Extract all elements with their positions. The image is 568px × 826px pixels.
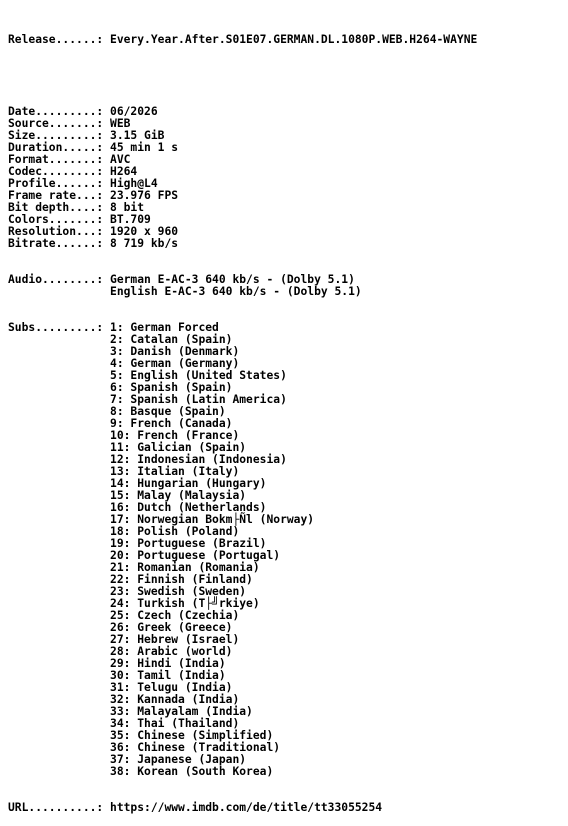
field-row-value: 23.976 FPS [110, 189, 179, 202]
subs-block [8, 322, 477, 778]
field-row [8, 238, 477, 250]
release-label: Release......: [8, 33, 111, 46]
subtitle-track-value: 7: Spanish (Latin America) [110, 393, 287, 406]
subtitle-track-value: 33: Malayalam (India) [110, 705, 253, 718]
subtitle-track-value: 4: German (Germany) [110, 357, 240, 370]
field-row-value: BT.709 [110, 213, 151, 226]
subtitle-track-value: 34: Thai (Thailand) [110, 717, 240, 730]
subtitle-track-value: 28: Arabic (world) [110, 645, 233, 658]
subtitle-track-value: 19: Portuguese (Brazil) [110, 537, 267, 550]
subtitle-track-value: 3: Danish (Denmark) [110, 345, 240, 358]
subtitle-track-value: 32: Kannada (India) [110, 693, 240, 706]
blank-line [8, 70, 477, 82]
subtitle-track-value: 38: Korean (South Korea) [110, 765, 274, 778]
subtitle-track-value: 22: Finnish (Finland) [110, 573, 253, 586]
subtitle-track-value: 31: Telugu (India) [110, 681, 233, 694]
subtitle-track-label: Subs.........: [8, 321, 111, 334]
field-row-label: Duration.....: [8, 141, 111, 154]
field-row-value: H264 [110, 165, 138, 178]
field-row-value: 45 min 1 s [110, 141, 179, 154]
audio-block [8, 274, 477, 298]
field-row-label: Codec........: [8, 165, 111, 178]
audio-track-label [8, 285, 110, 298]
subtitle-track-value: 29: Hindi (India) [110, 657, 226, 670]
subtitle-track-value: 10: French (France) [110, 429, 240, 442]
url-row [8, 802, 477, 814]
subtitle-track-value: 37: Japanese (Japan) [110, 753, 247, 766]
release-value: Every.Year.After.S01E07.GERMAN.DL.1080P.WEB.H264-WAYNE [110, 33, 478, 46]
audio-track-value: English E-AC-3 640 kb/s - (Dolby 5.1) [110, 285, 362, 298]
subtitle-track-value: 16: Dutch (Netherlands) [110, 501, 267, 514]
subtitle-track-value: 30: Tamil (India) [110, 669, 226, 682]
field-row-label: Bit depth....: [8, 201, 111, 214]
subtitle-track-value: 9: French (Canada) [110, 417, 233, 430]
field-list [8, 106, 477, 250]
subtitle-track-value: 35: Chinese (Simplified) [110, 729, 274, 742]
audio-track-value: German E-AC-3 640 kb/s - (Dolby 5.1) [110, 273, 355, 286]
field-row-label: Profile......: [8, 177, 111, 190]
subtitle-track-value: 36: Chinese (Traditional) [110, 741, 281, 754]
url-value: https://www.imdb.com/de/title/tt33055254 [110, 801, 383, 814]
field-row-label: Colors.......: [8, 213, 111, 226]
subtitle-track-value: 2: Catalan (Spain) [110, 333, 233, 346]
subtitle-track-value: 8: Basque (Spain) [110, 405, 226, 418]
field-row-value: 8 719 kb/s [110, 237, 179, 250]
subtitle-track-value: 25: Czech (Czechia) [110, 609, 240, 622]
field-row-label: Resolution...: [8, 225, 111, 238]
subtitle-track-value: 13: Italian (Italy) [110, 465, 240, 478]
subtitle-track-value: 24: Turkish (T├╝rkiye) [110, 597, 260, 610]
subtitle-track-value: 5: English (United States) [110, 369, 287, 382]
field-row-label: Format.......: [8, 153, 111, 166]
field-row-value: 1920 x 960 [110, 225, 179, 238]
audio-track [8, 286, 477, 298]
subtitle-track-value: 18: Polish (Poland) [110, 525, 240, 538]
subtitle-track-label [8, 765, 110, 778]
audio-track-label: Audio........: [8, 273, 111, 286]
subtitle-track-value: 17: Norwegian Bokm├Ñl (Norway) [110, 513, 315, 526]
field-row-label: Date.........: [8, 105, 111, 118]
release-row [8, 34, 477, 46]
subtitle-track [8, 766, 477, 778]
field-row-label: Bitrate......: [8, 237, 111, 250]
subtitle-track-value: 27: Hebrew (Israel) [110, 633, 240, 646]
field-row-value: 06/2026 [110, 105, 158, 118]
field-row-value: AVC [110, 153, 131, 166]
field-row-label: Frame rate...: [8, 189, 111, 202]
subtitle-track-value: 15: Malay (Malaysia) [110, 489, 247, 502]
subtitle-track-value: 23: Swedish (Sweden) [110, 585, 247, 598]
subtitle-track-value: 1: German Forced [110, 321, 219, 334]
field-row-value: 3.15 GiB [110, 129, 165, 142]
subtitle-track-value: 12: Indonesian (Indonesia) [110, 453, 287, 466]
subtitle-track-value: 21: Romanian (Romania) [110, 561, 260, 574]
subtitle-track-value: 20: Portuguese (Portugal) [110, 549, 281, 562]
subtitle-track-value: 6: Spanish (Spain) [110, 381, 233, 394]
subtitle-track-value: 26: Greek (Greece) [110, 621, 233, 634]
nfo-text [8, 10, 477, 826]
field-row-value: High@L4 [110, 177, 158, 190]
subtitle-track-value: 11: Galician (Spain) [110, 441, 247, 454]
subtitle-track-value: 14: Hungarian (Hungary) [110, 477, 267, 490]
field-row-label: Size.........: [8, 129, 111, 142]
field-row-label: Source.......: [8, 117, 111, 130]
url-label: URL..........: [8, 801, 111, 814]
field-row-value: 8 bit [110, 201, 145, 214]
field-row-value: WEB [110, 117, 131, 130]
